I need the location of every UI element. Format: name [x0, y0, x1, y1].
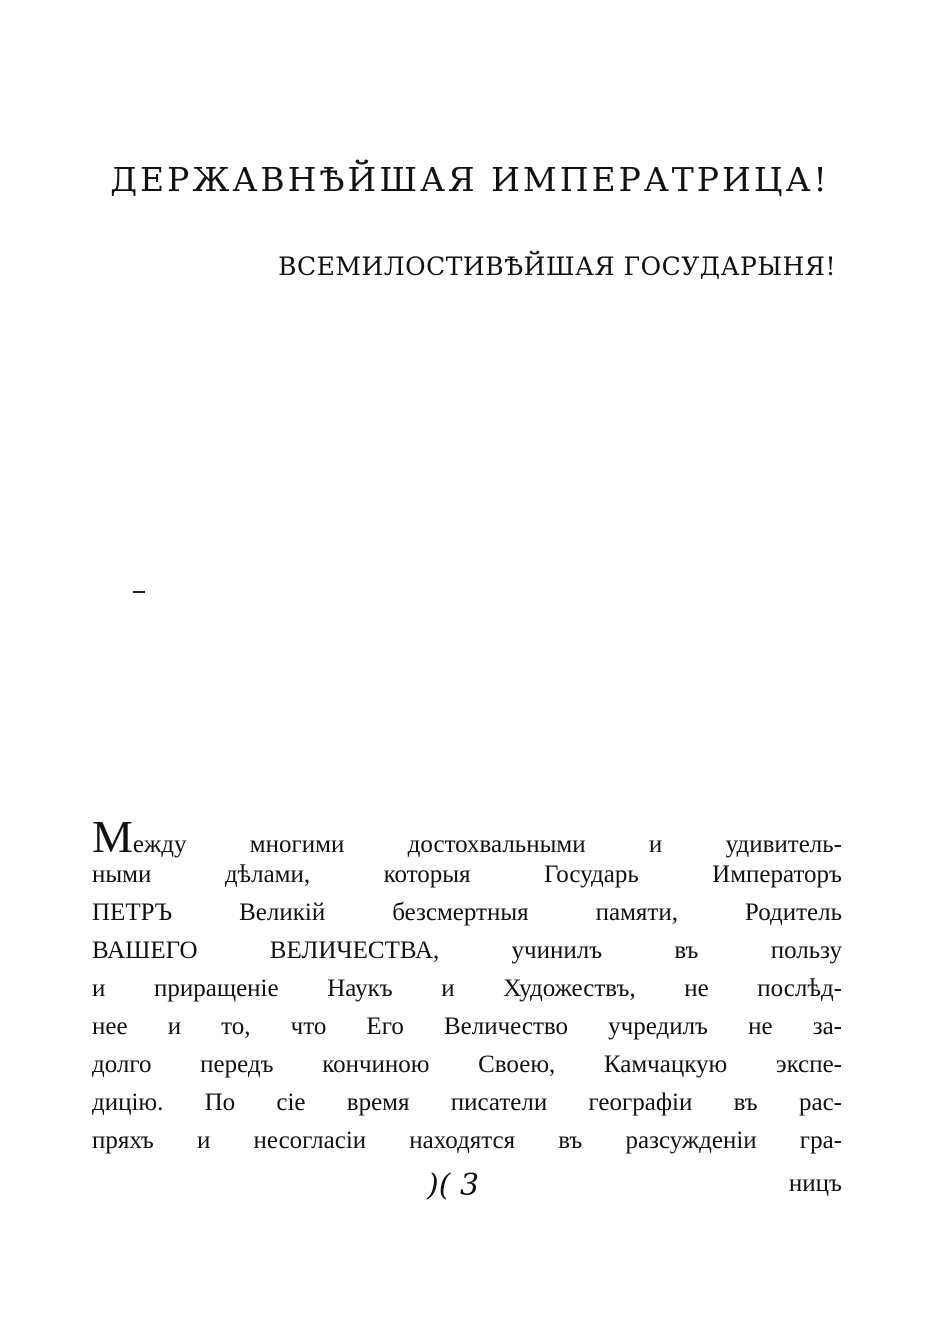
text-line: пряхъ и несогласіи находятся въ разсужденіи гра- [92, 1127, 842, 1154]
page-footer [92, 1168, 842, 1208]
text-line: ными дѣлами, которыя Государь Императоръ [92, 861, 842, 888]
text-line: долго передъ кончиною Своею, Камчацкую экспе- [92, 1051, 842, 1078]
line-text: ежду многими достохвальными и удивитель- [132, 831, 842, 858]
text-line: нее и то, что Его Величество учредилъ не за- [92, 1013, 842, 1040]
text-line: дицію. По сіе время писатели географіи въ рас- [92, 1089, 842, 1116]
catchword: ницъ [788, 1170, 842, 1197]
dedication-subtitle: ВСЕМИЛОСТИВѢЙШАЯ ГОСУДАРЫНЯ! [278, 252, 836, 281]
text-line: ВАШЕГО ВЕЛИЧЕСТВА, учинилъ въ пользу [92, 937, 842, 964]
text-line: ПЕТРЪ Великій безсмертныя памяти, Родитель [92, 899, 842, 926]
text-line [92, 811, 842, 862]
signature-mark: )( 3 [427, 1168, 480, 1203]
body-text [92, 811, 842, 1160]
text-line: и приращеніе Наукъ и Художествъ, не послѣд- [92, 975, 842, 1002]
stray-mark [133, 591, 145, 593]
dedication-title: ДЕРЖАВНѢЙШАЯ ИМПЕРАТРИЦА! [110, 160, 830, 199]
drop-cap: М [92, 811, 133, 862]
